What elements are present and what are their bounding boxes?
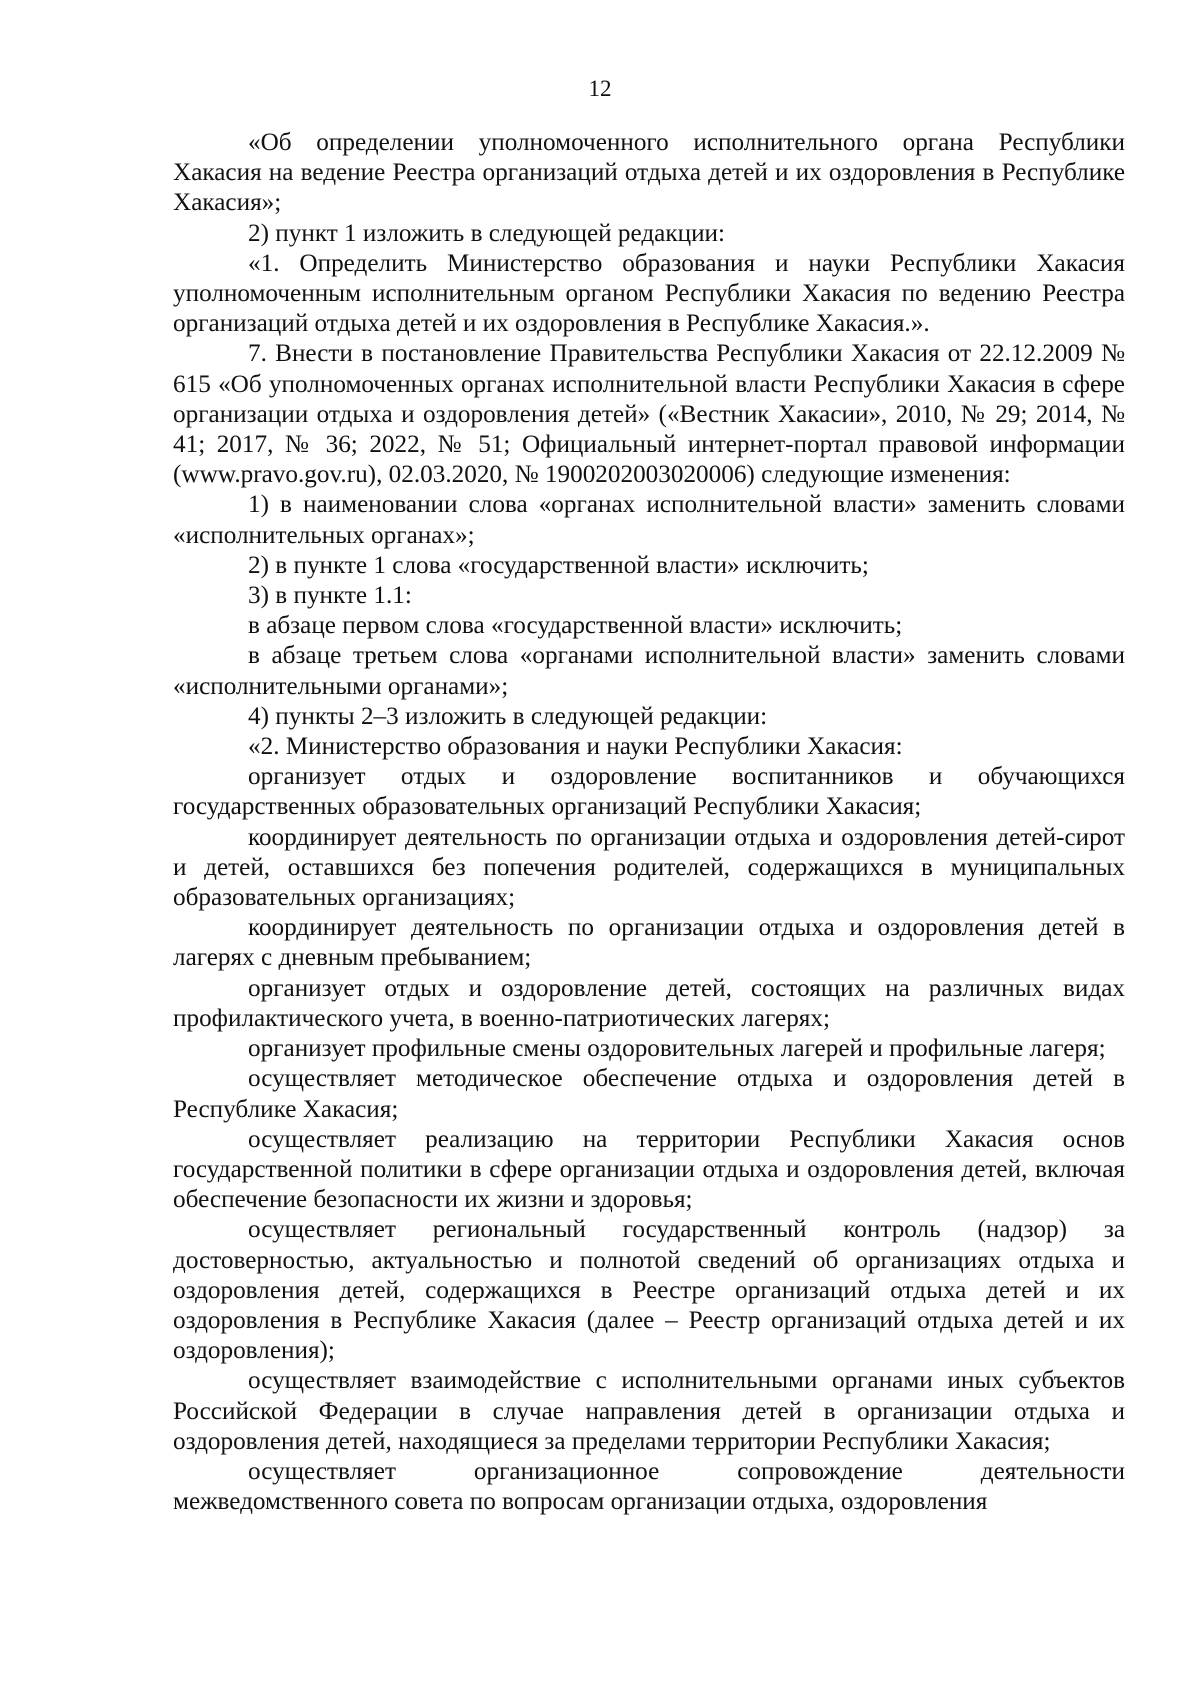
paragraph: «1. Определить Министерство образования и науки Республики Хакасия уполномоченным исполнительным органом Республики Хакасия по ведению Реестра организаций отдыха детей и их оздоровления в Республике Хакасия.».: [173, 249, 1125, 338]
paragraph: организует отдых и оздоровление воспитанников и обучающихся государственных образовательных организаций Республики Хакасия;: [173, 763, 1125, 821]
paragraph: осуществляет взаимодействие с исполнительными органами иных субъектов Российской Федерации в случае направления детей в организации отдыха и оздоровления детей, находящиеся за пределами территории Республики Хакасия;: [173, 1367, 1125, 1455]
paragraph: «Об определении уполномоченного исполнительного органа Республики Хакасия на ведение Реестра организаций отдыха детей и их оздоровления в Республике Хакасия»;: [173, 129, 1125, 217]
document-body: [173, 128, 1125, 1517]
page-number: 12: [588, 76, 612, 101]
paragraph: организует отдых и оздоровление детей, состоящих на различных видах профилактического учета, в военно-патриотических лагерях;: [173, 974, 1125, 1032]
paragraph: организует профильные смены оздоровительных лагерей и профильные лагеря;: [248, 1035, 1106, 1063]
paragraph: осуществляет организационное сопровождение деятельности межведомственного совета по вопросам организации отдыха, оздоровления: [173, 1457, 1125, 1516]
paragraph: 7. Внести в постановление Правительства Республики Хакасия от 22.12.2009 № 615 «Об уполномоченных органах исполнительной власти Республики Хакасия в сфере организации отдыха и оздоровления детей» («Вестник Хакасии», 2010, № 29; 2014, № 41; 2017, № 36; 2022, № 51; Официальный интернет-портал правовой информации (www.pravo.gov.ru), 02.03.2020, № 1900202003020006) следующие изменения:: [173, 340, 1125, 489]
paragraph: осуществляет реализацию на территории Республики Хакасия основ государственной политики в сфере организации отдыха и оздоровления детей, включая обеспечение безопасности их жизни и здоровья;: [173, 1125, 1125, 1214]
paragraph: в абзаце первом слова «государственной власти» исключить;: [248, 612, 903, 640]
paragraph: координирует деятельность по организации отдыха и оздоровления детей в лагерях с дневным пребыванием;: [173, 914, 1125, 972]
paragraph: 2) в пункте 1 слова «государственной власти» исключить;: [248, 551, 869, 579]
paragraph: 3) в пункте 1.1:: [248, 582, 412, 610]
paragraph: координирует деятельность по организации отдыха и оздоровления детей-сирот и детей, оставшихся без попечения родителей, содержащихся в муниципальных образовательных организациях;: [173, 823, 1125, 912]
paragraph: 1) в наименовании слова «органах исполнительной власти» заменить словами «исполнительных органах»;: [173, 491, 1125, 549]
paragraph: «2. Министерство образования и науки Республики Хакасия:: [248, 733, 903, 761]
paragraph: осуществляет методическое обеспечение отдыха и оздоровления детей в Республике Хакасия;: [173, 1065, 1125, 1123]
paragraph: 4) пункты 2–3 изложить в следующей редакции:: [248, 702, 768, 730]
paragraph: осуществляет региональный государственный контроль (надзор) за достоверностью, актуальностью и полнотой сведений об организациях отдыха и оздоровления детей, содержащихся в Реестре организаций отдыха детей и их оздоровления в Республике Хакасия (далее – Реестр организаций отдыха детей и их оздоровления);: [173, 1216, 1125, 1365]
paragraph: 2) пункт 1 изложить в следующей редакции:: [248, 219, 726, 247]
paragraph: в абзаце третьем слова «органами исполнительной власти» заменить словами «исполнительными органами»;: [173, 642, 1125, 700]
